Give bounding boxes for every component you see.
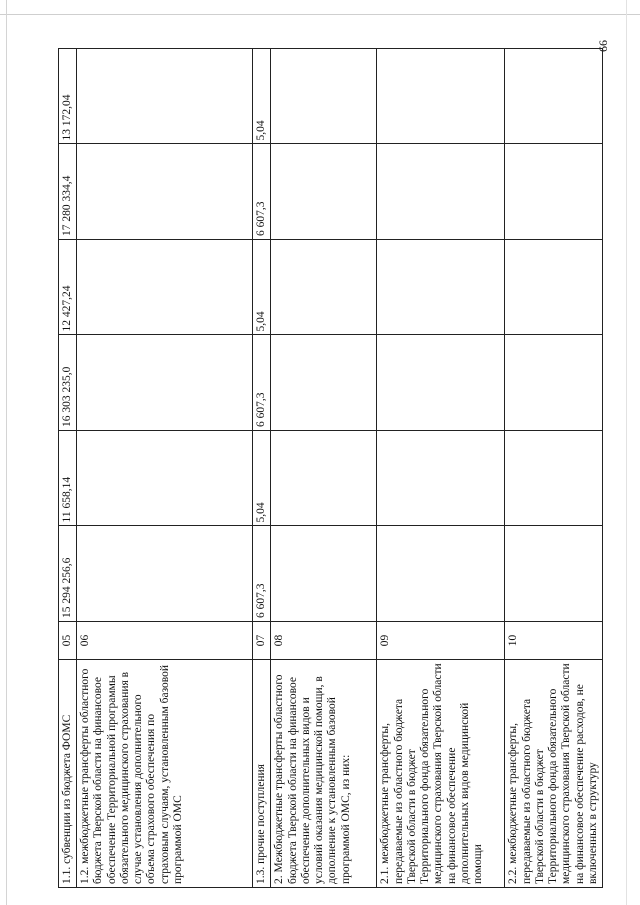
value-cell — [377, 526, 505, 622]
table-row — [59, 49, 77, 888]
value-cell — [377, 49, 505, 145]
value-cell: 5,04 — [253, 49, 271, 145]
value-cell: 16 303 235,0 — [59, 335, 77, 431]
value-cell — [505, 335, 603, 431]
value-cell — [377, 335, 505, 431]
value-cell: 15 294 256,6 — [59, 526, 77, 622]
value-cell: 12 427,24 — [59, 240, 77, 336]
table-row — [271, 49, 377, 888]
value-cell — [77, 335, 253, 431]
funding-table — [58, 48, 603, 888]
value-cell — [271, 49, 377, 145]
value-cell — [505, 240, 603, 336]
row-name-cell: 1.1. субвенции из бюджета ФОМС — [59, 660, 77, 888]
row-code-cell: 09 — [377, 622, 505, 660]
scan-edge-top — [0, 14, 640, 15]
value-cell — [77, 431, 253, 527]
row-name-cell: 1.2. межбюджетные трансферты областного бюджета Тверской области на финансовое обеспечение Территориальной программы обязательного медицинского страхования в случае установления дополнительного объема страхового обеспечения по страховым случаям, установленным базовой программой ОМС — [77, 660, 253, 888]
value-cell: 5,04 — [253, 240, 271, 336]
value-cell — [377, 240, 505, 336]
value-cell — [271, 526, 377, 622]
value-cell — [271, 431, 377, 527]
value-cell: 6 607,3 — [253, 526, 271, 622]
value-cell — [505, 526, 603, 622]
value-cell: 6 607,3 — [253, 144, 271, 240]
row-code-cell: 06 — [77, 622, 253, 660]
row-name-cell: 2.2. межбюджетные трансферты, передаваемые из областного бюджета Тверской области в бюджет Территориального фонда обязательного медицинского страхования Тверской области на финансовое обеспечение расходов, не включенных в структуру — [505, 660, 603, 888]
value-cell — [271, 335, 377, 431]
row-name-cell: 2.1. межбюджетные трансферты, передаваемые из областного бюджета Тверской области в бюджет Территориального фонда обязательного медицинского страхования Тверской области на финансовое обеспечение дополнительных видов медицинской помощи — [377, 660, 505, 888]
value-cell — [271, 240, 377, 336]
row-code-cell: 07 — [253, 622, 271, 660]
scan-edge-left — [6, 0, 7, 905]
row-code-cell: 08 — [271, 622, 377, 660]
value-cell — [77, 49, 253, 145]
row-name-cell: 1.3. прочие поступления — [253, 660, 271, 888]
value-cell — [505, 144, 603, 240]
value-cell: 6 607,3 — [253, 335, 271, 431]
value-cell: 11 658,14 — [59, 431, 77, 527]
page-number: 66 — [596, 40, 610, 52]
table-row — [377, 49, 505, 888]
value-cell — [77, 144, 253, 240]
value-cell: 17 280 334,4 — [59, 144, 77, 240]
table-row — [253, 49, 271, 888]
row-code-cell: 10 — [505, 622, 603, 660]
value-cell — [377, 144, 505, 240]
value-cell — [77, 526, 253, 622]
rotated-table-container — [58, 48, 599, 888]
table-row — [505, 49, 603, 888]
scan-edge-right — [626, 0, 627, 905]
value-cell — [77, 240, 253, 336]
value-cell — [377, 431, 505, 527]
value-cell: 13 172,04 — [59, 49, 77, 145]
value-cell — [505, 49, 603, 145]
row-code-cell: 05 — [59, 622, 77, 660]
value-cell — [505, 431, 603, 527]
table-row — [77, 49, 253, 888]
value-cell — [271, 144, 377, 240]
value-cell: 5,04 — [253, 431, 271, 527]
row-name-cell: 2. Межбюджетные трансферты областного бюджета Тверской области на финансовое обеспечение дополнительных видов и условий оказания медицинской помощи, в дополнение к установленным базовой программой ОМС, из них: — [271, 660, 377, 888]
table-body — [59, 49, 603, 888]
